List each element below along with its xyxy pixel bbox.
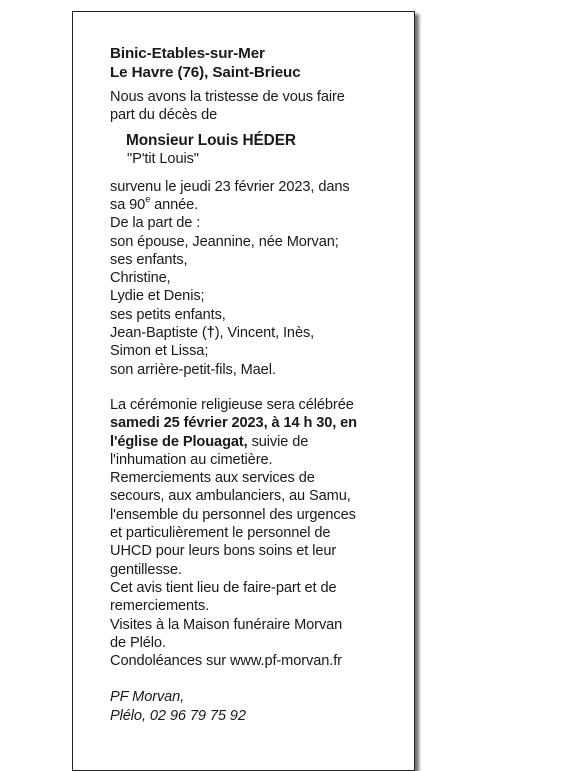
notice-content: [110, 45, 410, 725]
deceased-name: Monsieur Louis HÉDER: [126, 131, 296, 149]
intro-line-1: Nous avons la tristesse de vous faire: [110, 89, 345, 106]
ceremony-line: UHCD pour leurs bons soins et leur: [110, 543, 337, 560]
deceased-block: [126, 132, 410, 169]
grandchildren-suffix: ), Vincent, Inès,: [214, 325, 315, 342]
death-line-1: survenu le jeudi 23 février 2023, dans: [110, 178, 350, 195]
cross-icon: †: [206, 325, 215, 342]
death-age-suffix: année.: [150, 196, 199, 213]
ceremony-line-1: La cérémonie religieuse sera célébrée: [110, 396, 354, 413]
ceremony-date: samedi 25 février 2023, à 14 h 30, en: [110, 415, 357, 432]
agency-contact: Plélo, 02 96 79 75 92: [110, 707, 246, 724]
family-line: Christine,: [110, 270, 171, 287]
family-line: ses enfants,: [110, 251, 188, 268]
family-line: son arrière-petit-fils, Mael.: [110, 361, 276, 378]
condolences-line: Condoléances sur www.pf-morvan.fr: [110, 653, 342, 670]
family-line: Lydie et Denis;: [110, 288, 205, 305]
death-details: [110, 178, 410, 215]
grandchildren-line: [110, 324, 410, 342]
ceremony-line: l'inhumation au cimetière.: [110, 451, 273, 468]
intro-text: [110, 88, 410, 125]
family-list: [110, 214, 410, 379]
funeral-agency: [110, 688, 410, 725]
family-line: ses petits enfants,: [110, 306, 226, 323]
ceremony-line: Remerciements aux services de: [110, 470, 315, 487]
location-line-1: Binic-Etables-sur-Mer: [110, 45, 265, 62]
ceremony-line: l'ensemble du personnel des urgences: [110, 506, 356, 523]
family-line: Simon et Lissa;: [110, 343, 209, 360]
ceremony-place: l'église de Plouagat,: [110, 433, 248, 450]
agency-name: PF Morvan,: [110, 689, 185, 706]
ceremony-place-line: [110, 433, 410, 451]
death-age-superscript: e: [145, 194, 151, 205]
grandchildren-prefix: Jean-Baptiste (: [110, 325, 207, 342]
ceremony-details: [110, 396, 410, 670]
obituary-notice: [72, 11, 415, 771]
death-age-prefix: sa 90: [110, 196, 146, 213]
ceremony-line: gentillesse.: [110, 561, 182, 578]
ceremony-line: et particulièrement le personnel de: [110, 525, 331, 542]
ceremony-line: Cet avis tient lieu de faire-part et de: [110, 579, 337, 596]
ceremony-line: remerciements.: [110, 598, 210, 615]
ceremony-line: de Plélo.: [110, 634, 166, 651]
family-intro: De la part de :: [110, 215, 201, 232]
death-line-2: [110, 196, 410, 214]
family-line: son épouse, Jeannine, née Morvan;: [110, 233, 339, 250]
ceremony-line: Visites à la Maison funéraire Morvan: [110, 616, 343, 633]
deceased-nickname: "P'tit Louis": [127, 151, 199, 168]
ceremony-place-rest: suivie de: [247, 433, 309, 450]
intro-line-2: part du décès de: [110, 107, 218, 124]
locations-header: [110, 45, 410, 82]
location-line-2: Le Havre (76), Saint-Brieuc: [110, 63, 301, 81]
ceremony-line: secours, aux ambulanciers, au Samu,: [110, 488, 351, 505]
